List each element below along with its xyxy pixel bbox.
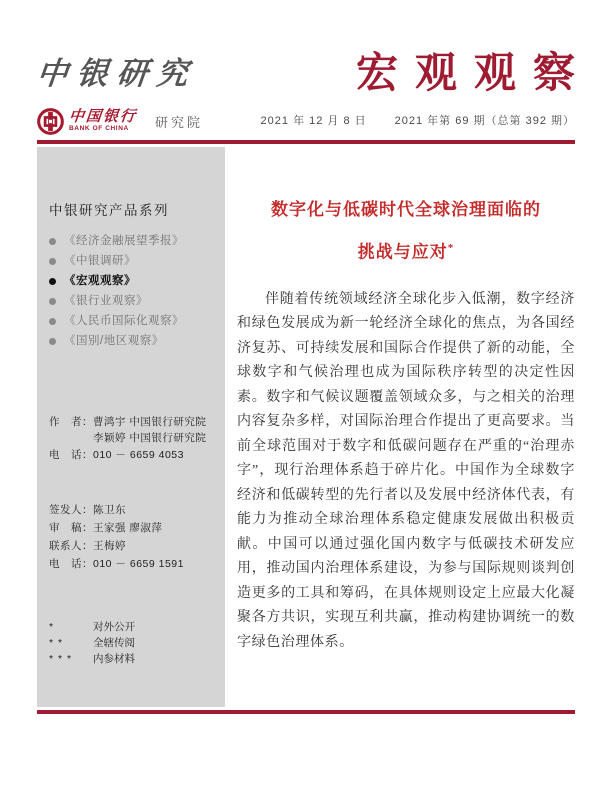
top-divider xyxy=(37,140,575,144)
sidebar xyxy=(37,147,225,707)
bullet-icon xyxy=(49,238,56,245)
issue-info xyxy=(261,112,575,130)
phone-number: 010 － 6659 4053 xyxy=(93,448,184,461)
list-item-rmb-internationalization xyxy=(49,315,215,328)
author-indent xyxy=(49,430,93,447)
article xyxy=(237,147,575,655)
author-name-2: 李颖婷 中国银行研究院 xyxy=(93,432,207,444)
legend-stars: * * * xyxy=(49,653,73,665)
reviewer-names: 王家强 廖淑萍 xyxy=(93,522,163,534)
contact-block xyxy=(49,501,215,573)
legend-stars: * * xyxy=(49,637,64,649)
publication-title: 宏观观察 xyxy=(355,51,592,97)
author-label: 作 者： xyxy=(49,415,93,428)
publication-date: 2021 年 12 月 8 日 xyxy=(260,115,367,127)
legend-row xyxy=(49,619,215,635)
list-item-quarterly-outlook xyxy=(49,235,215,248)
article-title xyxy=(237,191,575,272)
legend-label: 对外公开 xyxy=(93,621,135,633)
institute-label: 研究院 xyxy=(155,114,204,130)
legend-label: 内参材料 xyxy=(93,653,135,665)
contact-person-name: 王梅婷 xyxy=(93,540,126,552)
reviewer-row xyxy=(49,519,215,537)
article-title-line2: 挑战与应对 xyxy=(357,242,448,262)
phone-label: 电 话： xyxy=(49,448,93,461)
issue-number: 2021 年第 69 期（总第 392 期） xyxy=(394,115,575,127)
article-title-line1: 数字化与低碳时代全球治理面临的 xyxy=(271,200,541,219)
list-item-label: 《人民币国际化观察》 xyxy=(64,315,184,327)
abstract-paragraph: 伴随着传统领域经济全球化步入低潮，数字经济和绿色发展成为新一轮经济全球化的焦点，为各国经济复苏、可持续发展和国际合作提供了新的动能，全球数字和气候治理也成为国际秩序转型的决定性因素。数字和气候议题覆盖领域众多，与之相关的治理内容复杂多样，对国际治理合作提出了更高要求。当前全球范围对于数字和低碳问题存在严重的“治理赤字”，现行治理体系趋于碎片化。中国作为全球数字经济和低碳转型的先行者以及发展中经济体代表，有能力为推动全球治理体系稳定健康发展做出积极贡献。中国可以通过强化国内数字与低碳技术研发应用，推动国内治理体系建设，为参与国际规则谈判创造更多的工具和筹码，在具体规则设定上应最大化凝聚各方共识，实现互利共赢，推动构建协调统一的数字绿色治理体系。 xyxy=(237,291,575,650)
list-item-country-region xyxy=(49,335,215,348)
bullet-icon xyxy=(49,278,56,285)
bullet-icon xyxy=(49,298,56,305)
legend-label: 全辖传阅 xyxy=(93,637,135,649)
bullet-icon xyxy=(49,338,56,345)
issuer-row xyxy=(49,501,215,519)
list-item-label: 《中银调研》 xyxy=(64,255,136,267)
author-name-1: 曹鸿宇 中国银行研究院 xyxy=(93,415,207,428)
bottom-divider xyxy=(37,710,575,714)
bullet-icon xyxy=(49,258,56,265)
legend-stars: * xyxy=(49,621,55,633)
contact-phone-label: 电 话： xyxy=(49,558,93,570)
series-title: 中银研究产品系列 xyxy=(49,203,169,218)
masthead xyxy=(34,38,592,102)
list-item-label: 《宏观观察》 xyxy=(64,275,136,287)
issuer-name: 陈卫东 xyxy=(93,504,126,516)
reviewer-label: 审 稿： xyxy=(49,522,93,534)
title-footnote-mark: * xyxy=(447,242,455,254)
brand-calligraphy: 中银研究 xyxy=(34,55,199,92)
contact-person-row xyxy=(49,537,215,555)
issuer-label: 签发人： xyxy=(49,504,93,516)
bank-name-english: BANK OF CHINA xyxy=(69,125,129,133)
bank-row xyxy=(37,104,575,138)
list-item-label: 《银行业观察》 xyxy=(64,295,148,307)
product-series-list xyxy=(49,235,215,348)
list-item-label: 《国别/地区观察》 xyxy=(64,335,164,347)
legend-row xyxy=(49,651,215,667)
bank-names xyxy=(69,109,137,133)
bank-logo xyxy=(37,108,137,135)
author-block xyxy=(49,414,215,464)
author-row xyxy=(49,430,215,447)
legend-row xyxy=(49,635,215,651)
list-item-label: 《经济金融展望季报》 xyxy=(64,235,184,247)
list-item-macro-observation xyxy=(49,275,215,288)
bank-name-chinese: 中国银行 xyxy=(68,107,139,126)
phone-row xyxy=(49,447,215,464)
contact-person-label: 联系人： xyxy=(49,540,93,552)
bullet-icon xyxy=(49,318,56,325)
list-item-boc-survey xyxy=(49,255,215,268)
classification-legend xyxy=(49,619,215,667)
author-row xyxy=(49,414,215,431)
list-item-banking-observation xyxy=(49,295,215,308)
contact-phone-row xyxy=(49,555,215,573)
contact-phone-number: 010 － 6659 1591 xyxy=(93,558,184,570)
bank-of-china-emblem-icon xyxy=(37,108,64,135)
